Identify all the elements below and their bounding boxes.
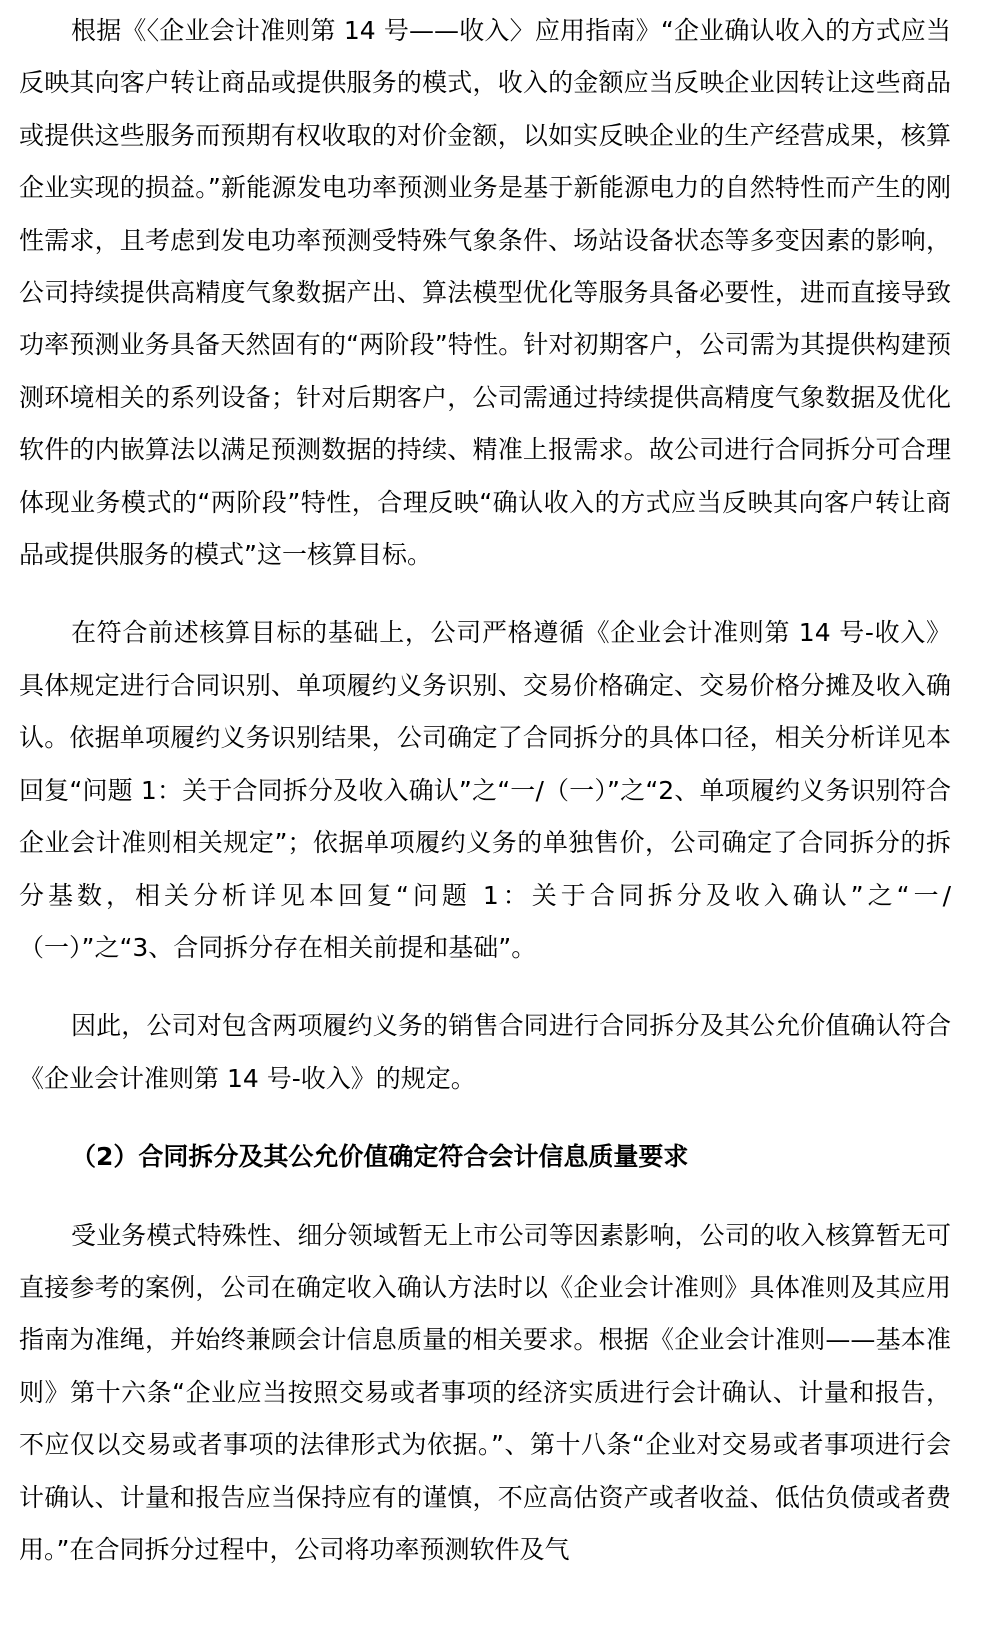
paragraph-gap — [19, 974, 951, 1000]
paragraph-gap — [19, 1184, 951, 1210]
paragraph-gap — [19, 1105, 951, 1131]
paragraph-conclusion: 因此，公司对包含两项履约义务的销售合同进行合同拆分及其公允价值确认符合《企业会计准则第 14 号-收入》的规定。 — [19, 1011, 951, 1093]
paragraph-information-quality: 受业务模式特殊性、细分领域暂无上市公司等因素影响，公司的收入核算暂无可直接参考的案例，公司在确定收入确认方法时以《企业会计准则》具体准则及其应用指南为准绳，并始终兼顾会计信息质量的相关要求。根据《企业会计准则——基本准则》第十六条“企业应当按照交易或者事项的经济实质进行会计确认、计量和报告，不应仅以交易或者事项的法律形式为依据。”、第十八条“企业对交易或者事项进行会计确认、计量和报告应当保持应有的谨慎，不应高估资产或者收益、低估负债或者费用。”在合同拆分过程中，公司将功率预测软件及气 — [19, 1220, 951, 1564]
document-page — [19, 5, 951, 1576]
section-heading: （2）合同拆分及其公允价值确定符合会计信息质量要求 — [71, 1142, 689, 1172]
paragraph-revenue-guidance: 根据《〈企业会计准则第 14 号——收入〉应用指南》“企业确认收入的方式应当反映其向客户转让商品或提供服务的模式，收入的金额应当反映企业因转让这些商品或提供这些服务而预期有权收取的对价金额，以如实反映企业的生产经营成果，核算企业实现的损益。”新能源发电功率预测业务是基于新能源电力的自然特性而产生的刚性需求，且考虑到发电功率预测受特殊气象条件、场站设备状态等多变因素的影响，公司持续提供高精度气象数据产出、算法模型优化等服务具备必要性，进而直接导致功率预测业务具备天然固有的“两阶段”特性。针对初期客户，公司需为其提供构建预测环境相关的系列设备；针对后期客户，公司需通过持续提供高精度气象数据及优化软件的内嵌算法以满足预测数据的持续、精准上报需求。故公司进行合同拆分可合理体现业务模式的“两阶段”特性，合理反映“确认收入的方式应当反映其向客户转让商品或提供服务的模式”这一核算目标。 — [19, 16, 951, 570]
paragraph-accounting-standard: 在符合前述核算目标的基础上，公司严格遵循《企业会计准则第 14 号-收入》具体规定进行合同识别、单项履约义务识别、交易价格确定、交易价格分摊及收入确认。依据单项履约义务识别结果，公司确定了合同拆分的具体口径，相关分析详见本回复“问题 1：关于合同拆分及收入确认”之“一/（一）”之“2、单项履约义务识别符合企业会计准则相关规定”；依据单项履约义务的单独售价，公司确定了合同拆分的拆分基数，相关分析详见本回复“问题 1：关于合同拆分及收入确认”之“一/（一）”之“3、合同拆分存在相关前提和基础”。 — [19, 618, 951, 962]
paragraph-gap — [19, 581, 951, 607]
